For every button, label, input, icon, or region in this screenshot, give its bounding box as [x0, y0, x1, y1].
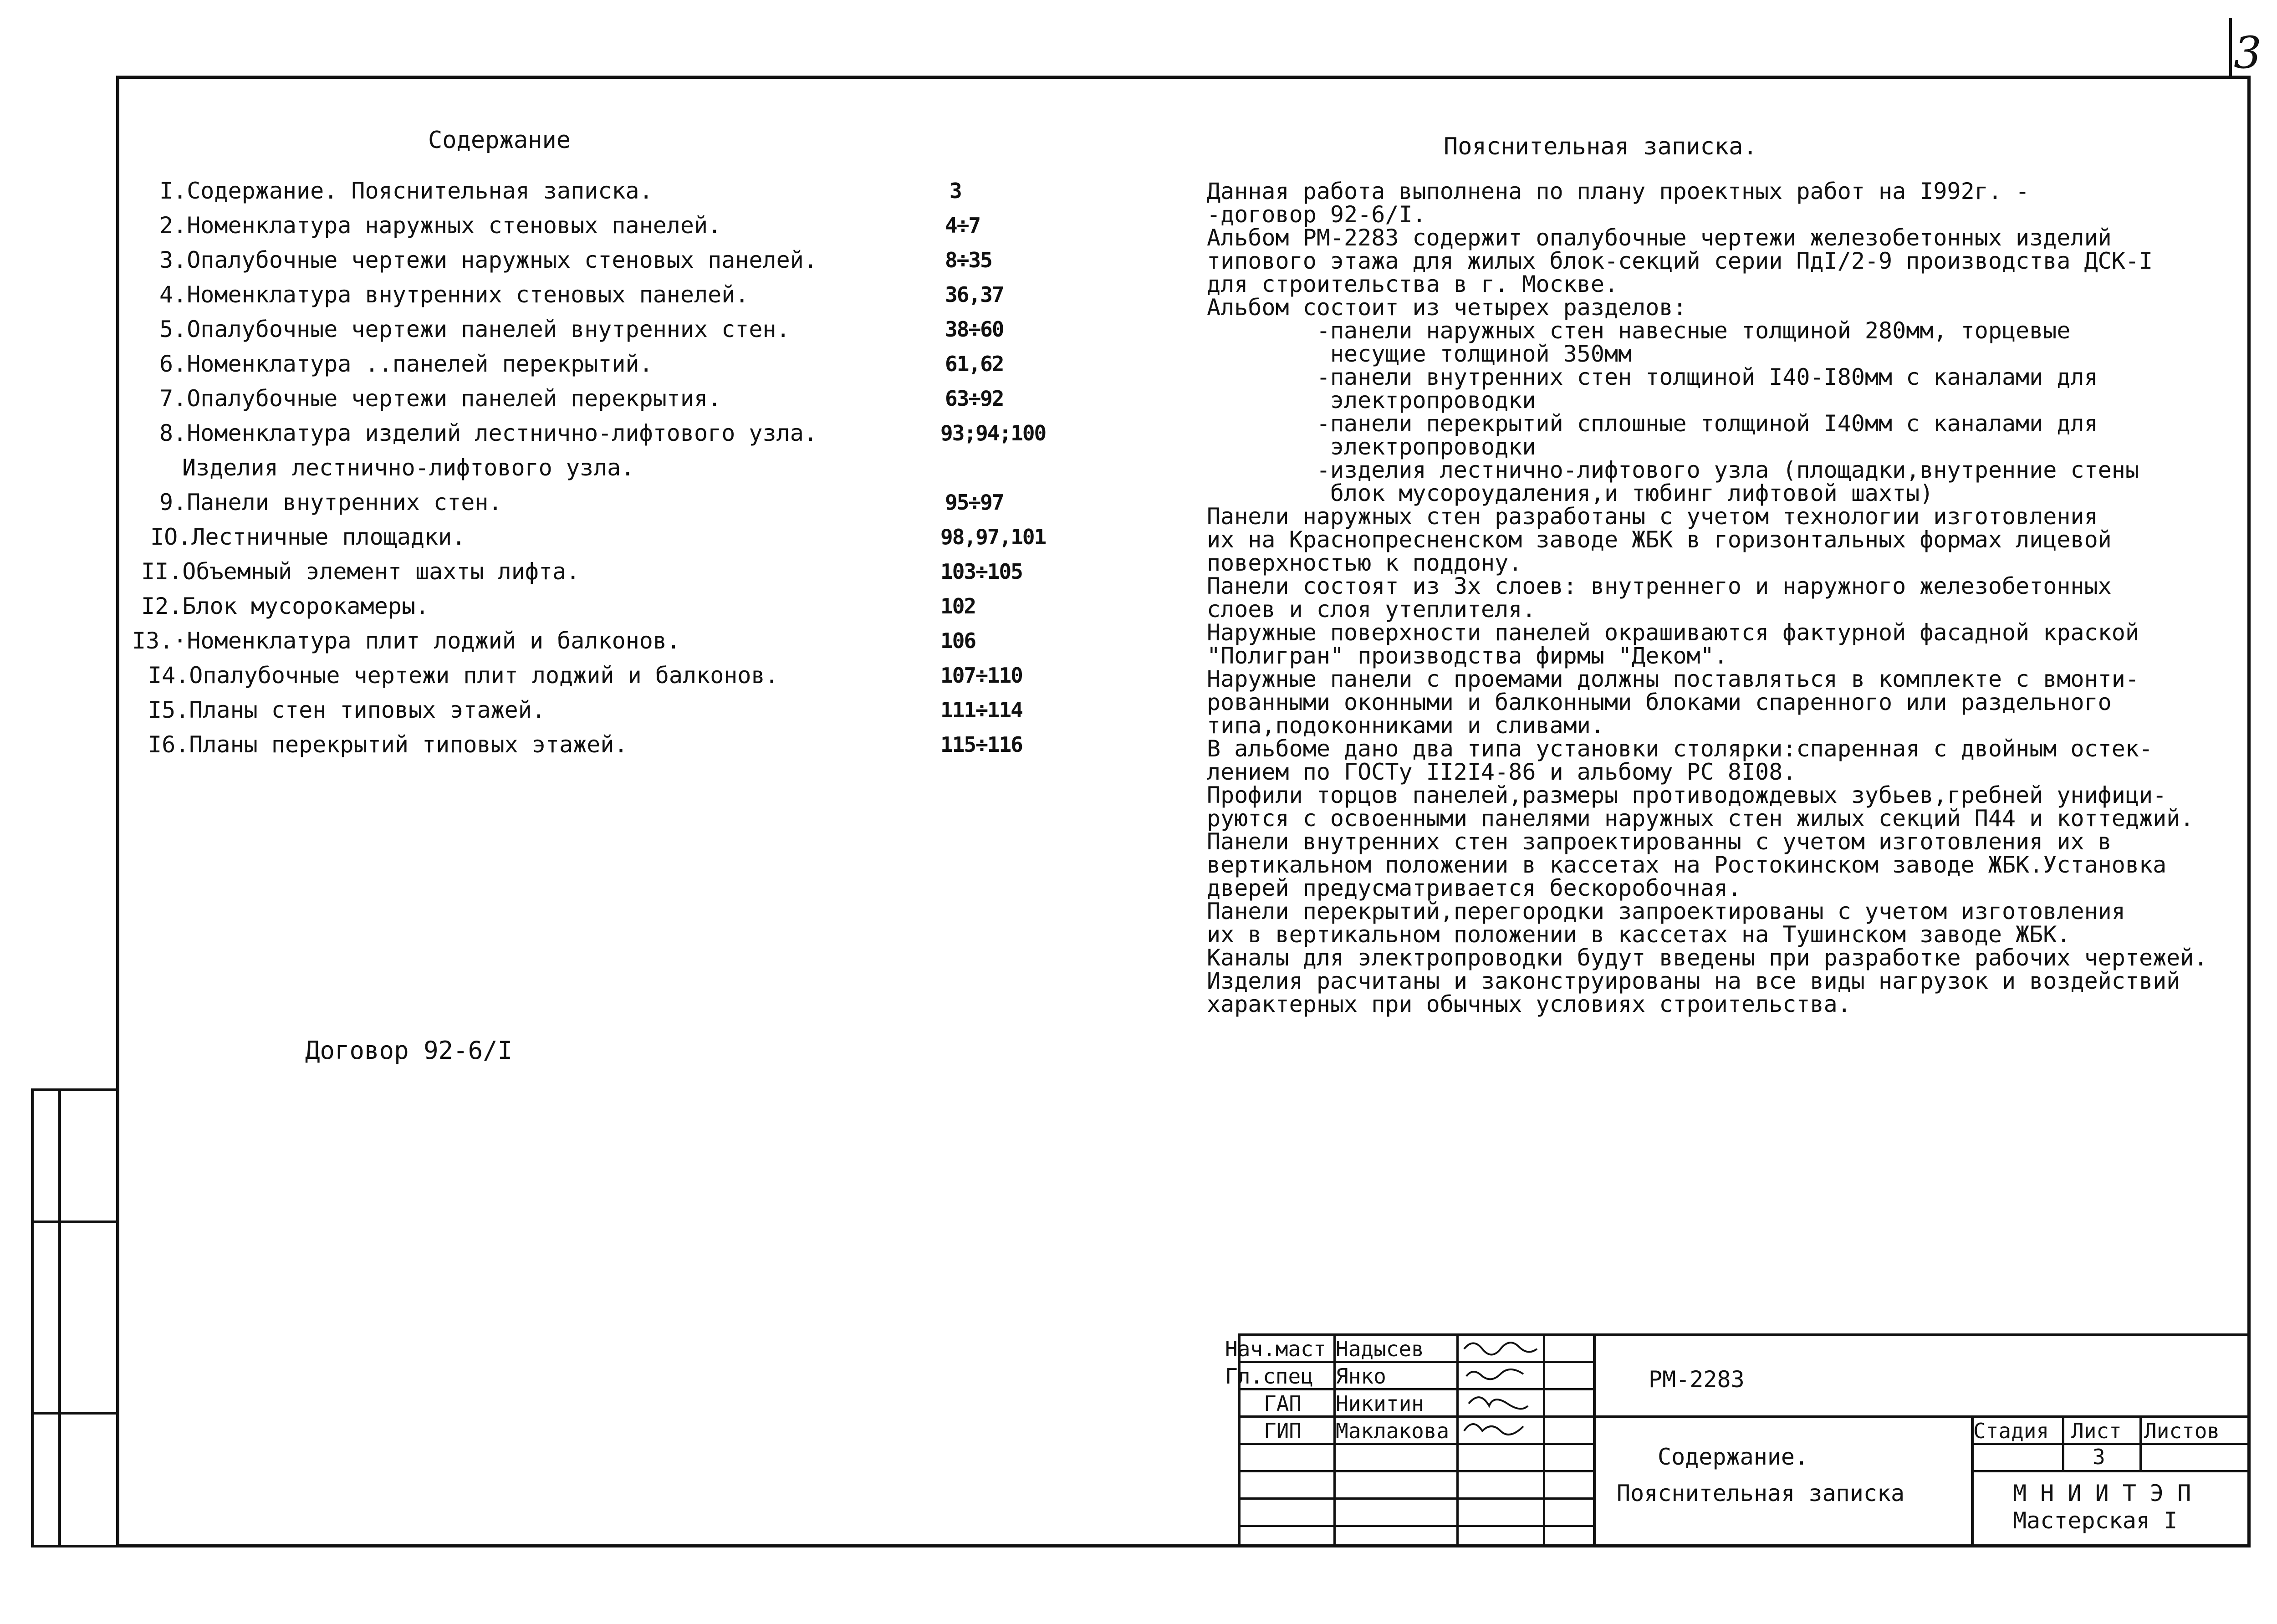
toc-item: I.Содержание. Пояснительная записка.: [159, 178, 653, 204]
toc-item: 7.Опалубочные чертежи панелей перекрытия.: [159, 385, 722, 412]
note-line: Данная работа выполнена по плану проектных работ на I992г. -: [1207, 178, 2030, 204]
toc-page: 36,37: [945, 282, 1004, 307]
note-line: электропроводки: [1207, 434, 1536, 460]
note-line: характерных при обычных условиях строительства.: [1207, 991, 1851, 1017]
signatures: [1460, 1335, 1546, 1445]
toc-item: I6.Планы перекрытий типовых этажей.: [148, 731, 628, 758]
note-line: несущие толщиной 350мм: [1207, 341, 1632, 367]
stage-header: Стадия: [1973, 1419, 2049, 1443]
note-line: Альбом РМ-2283 содержит опалубочные чертежи железобетонных изделий: [1207, 225, 2112, 251]
toc-page: 63÷92: [945, 386, 1004, 411]
toc-item: IO.Лестничные площадки.: [150, 524, 466, 550]
note-line: -изделия лестнично-лифтового узла (площадки,внутренние стены: [1207, 457, 2139, 483]
note-line: -панели наружных стен навесные толщиной 280мм, торцевые: [1207, 317, 2071, 344]
sheets-header: Листов: [2144, 1419, 2220, 1443]
note-line: -панели внутренних стен толщиной I40-I80мм с каналами для: [1207, 364, 2098, 390]
note-line: Наружные панели с проемами должны поставляться в комплекте с вмонти-: [1207, 666, 2139, 692]
person-name: Надысев: [1336, 1337, 1424, 1361]
note-line: электропроводки: [1207, 387, 1536, 414]
document-code: РМ-2283: [1649, 1366, 1745, 1393]
toc-item: 6.Номенклатура ..панелей перекрытий.: [159, 351, 653, 377]
corner-tick: [2229, 18, 2232, 77]
note-line: -панели перекрытий сплошные толщиной I40мм с каналами для: [1207, 410, 2098, 437]
toc-item: 5.Опалубочные чертежи панелей внутренних стен.: [159, 316, 790, 342]
toc-page: 61,62: [945, 352, 1004, 376]
organization-name: М Н И И Т Э П: [2013, 1480, 2191, 1507]
role-label: Нач.маст: [1225, 1337, 1326, 1361]
contract-reference: Договор 92-6/I: [305, 1036, 513, 1065]
note-line: В альбоме дано два типа установки столярки:спаренная с двойным остек-: [1207, 735, 2153, 762]
note-line: их в вертикальном положении в кассетах на Тушинском заводе ЖБК.: [1207, 921, 2071, 948]
toc-page: 115÷116: [940, 732, 1022, 757]
note-line: рованными оконными и балконными блоками спаренного или раздельного: [1207, 689, 2112, 715]
toc-subheading: Изделия лестнично-лифтового узла.: [182, 455, 635, 481]
toc-page: 102: [940, 594, 976, 618]
note-line: Каналы для электропроводки будут введены при разработке рабочих чертежей.: [1207, 945, 2208, 971]
toc-item: 4.Номенклатура внутренних стеновых панелей.: [159, 281, 749, 308]
note-line: Изделия расчитаны и законструированы на все виды нагрузок и воздействий: [1207, 968, 2180, 994]
toc-item: I2.Блок мусорокамеры.: [141, 593, 429, 619]
toc-item: I4.Опалубочные чертежи плит лоджий и балконов.: [148, 662, 779, 689]
toc-title: Содержание: [428, 127, 571, 154]
toc-item: I5.Планы стен типовых этажей.: [148, 697, 546, 723]
toc-item: 8.Номенклатура изделий лестнично-лифтового узла.: [159, 420, 817, 446]
document-title-line-1: Содержание.: [1658, 1444, 1809, 1470]
toc-page: 4÷7: [945, 213, 980, 238]
note-line: "Полигран" производства фирмы "Деком".: [1207, 643, 1728, 669]
note-line: слоев и слоя утеплителя.: [1207, 596, 1536, 623]
corner-sheet-number: 3: [2234, 27, 2262, 78]
toc-item: I3.·Номенклатура плит лоджий и балконов.: [132, 628, 681, 654]
note-title: Пояснительная записка.: [1444, 133, 1757, 160]
note-line: вертикальном положении в кассетах на Ростокинском заводе ЖБК.Установка: [1207, 852, 2167, 878]
note-line: Панели перекрытий,перегородки запроектированы с учетом изготовления: [1207, 898, 2125, 924]
toc-page: 111÷114: [940, 698, 1022, 722]
note-line: их на Краснопресненском заводе ЖБК в горизонтальных формах лицевой: [1207, 526, 2112, 553]
toc-page: 8÷35: [945, 248, 992, 272]
person-name: Никитин: [1336, 1391, 1424, 1416]
workshop-name: Мастерская I: [2013, 1507, 2178, 1534]
note-line: руются с освоенными панелями наружных стен жилых секций П44 и коттеджий.: [1207, 805, 2194, 832]
toc-item: II.Объемный элемент шахты лифта.: [141, 558, 580, 585]
toc-page: 95÷97: [945, 490, 1004, 515]
toc-page: 38÷60: [945, 317, 1004, 342]
note-line: блок мусороудаления,и тюбинг лифтовой шахты): [1207, 480, 1934, 506]
person-name: Маклакова: [1336, 1419, 1450, 1443]
note-line: Наружные поверхности панелей окрашиваются фактурной фасадной краской: [1207, 619, 2139, 646]
note-line: Панели наружных стен разработаны с учетом технологии изготовления: [1207, 503, 2098, 530]
person-name: Янко: [1336, 1364, 1386, 1389]
note-line: Панели состоят из 3х слоев: внутреннего и наружного железобетонных: [1207, 573, 2112, 599]
note-line: типа,подоконниками и сливами.: [1207, 712, 1604, 739]
toc-item: 3.Опалубочные чертежи наружных стеновых панелей.: [159, 247, 817, 273]
note-line: для строительства в г. Москве.: [1207, 271, 1618, 297]
toc-page: 93;94;100: [940, 421, 1046, 445]
toc-page: 98,97,101: [940, 525, 1046, 549]
sheet-header: Лист: [2071, 1419, 2122, 1443]
role-label: ГАП: [1264, 1391, 1302, 1416]
role-label: Гл.спец: [1225, 1364, 1313, 1389]
toc-page: 3: [950, 179, 961, 203]
role-label: ГИП: [1264, 1419, 1302, 1443]
note-line: -договор 92-6/I.: [1207, 201, 1426, 228]
note-line: Профили торцов панелей,размеры противодождевых зубьев,гребней унифици-: [1207, 782, 2167, 808]
note-line: Панели внутренних стен запроектированны с учетом изготовления их в: [1207, 828, 2112, 855]
toc-page: 107÷110: [940, 663, 1022, 688]
note-line: лением по ГОСТу II2I4-86 и альбому РС 8I08.: [1207, 759, 1797, 785]
toc-item: 9.Панели внутренних стен.: [159, 489, 502, 516]
toc-page: 103÷105: [940, 559, 1022, 584]
toc-item: 2.Номенклатура наружных стеновых панелей.: [159, 212, 722, 239]
toc-page: 106: [940, 628, 976, 653]
note-line: типового этажа для жилых блок-секций серии ПдI/2-9 производства ДСК-I: [1207, 248, 2153, 274]
note-line: Альбом состоит из четырех разделов:: [1207, 294, 1687, 321]
document-title-line-2: Пояснительная записка: [1617, 1480, 1905, 1507]
sheet-number: 3: [2093, 1445, 2105, 1469]
note-line: дверей предусматривается бескоробочная.: [1207, 875, 1741, 901]
note-line: поверхностью к поддону.: [1207, 550, 1522, 576]
